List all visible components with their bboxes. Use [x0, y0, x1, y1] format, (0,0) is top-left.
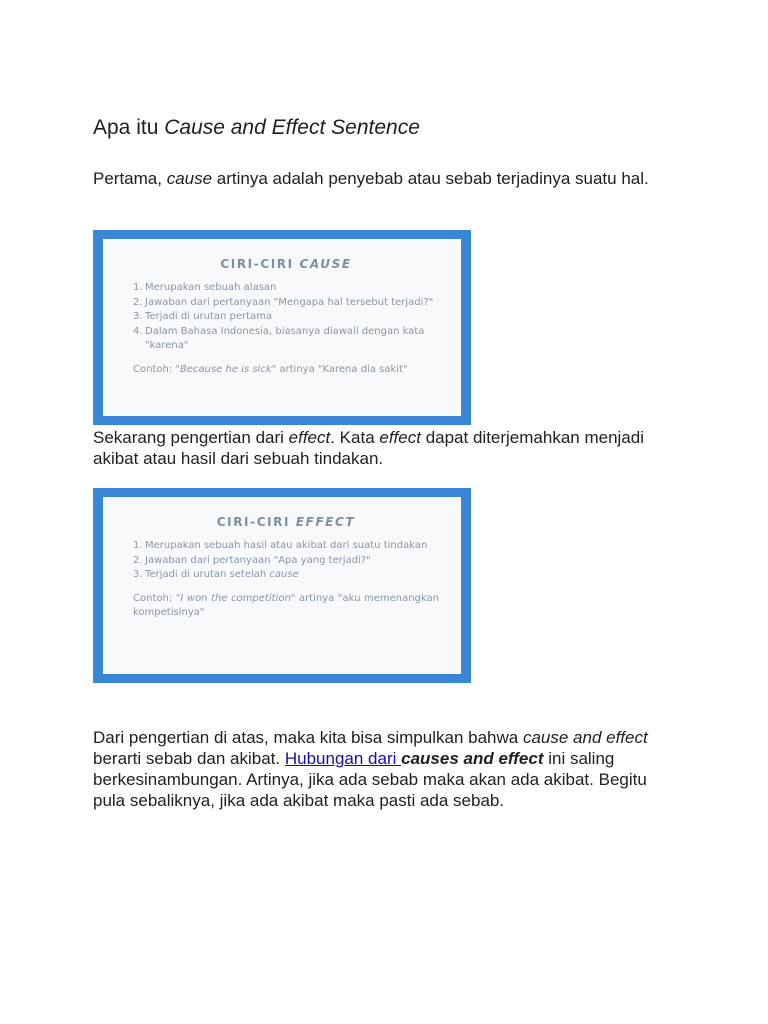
p2-text-1: Sekarang pengertian dari	[93, 428, 289, 447]
list-item-number: 2.	[133, 554, 143, 566]
effect-card-title-keyword: EFFECT	[295, 515, 356, 529]
cause-card-title-keyword: CAUSE	[299, 257, 352, 271]
cause-card-title	[133, 257, 439, 271]
title-italic: Cause and Effect Sentence	[164, 116, 420, 139]
list-item	[133, 539, 439, 554]
effect-card-title-plain: CIRI-CIRI	[216, 515, 296, 529]
list-item-number: 1.	[133, 540, 143, 551]
list-item-text: Dalam Bahasa Indonesia, biasanya diawali dengan kata "karena"	[145, 325, 425, 351]
page-title	[93, 115, 420, 141]
p3-italic-cause-effect: cause and effect	[522, 728, 648, 747]
p1-text-2: artinya adalah penyebab atau sebab terjadinya suatu hal.	[212, 169, 649, 188]
list-item-number: 3.	[133, 569, 143, 580]
hubungan-link[interactable]: Hubungan dari	[284, 749, 402, 768]
p2-italic-effect-1: effect	[288, 428, 331, 447]
paragraph-cause	[93, 168, 683, 189]
p3-text-3: ini saling berkesinambungan. Artinya, jika ada sebab maka akan ada akibat. Begitu pula sebaliknya, jika ada akibat maka pasti ada sebab.	[93, 749, 647, 810]
p2-italic-effect-2: effect	[379, 428, 421, 447]
list-item	[133, 296, 439, 311]
list-item-text: Jawaban dari pertanyaan "Mengapa hal tersebut terjadi?"	[145, 296, 434, 308]
p3-text-1: Dari pengertian di atas, maka kita bisa simpulkan bahwa	[93, 728, 523, 747]
effect-card-title	[133, 515, 439, 529]
p1-text-1: Pertama,	[93, 169, 167, 188]
list-item-text-plain: Terjadi di urutan setelah	[145, 569, 270, 580]
effect-card-body	[103, 497, 461, 674]
example-suffix: artinya "aku memenangkan kompetisinya"	[133, 592, 439, 618]
example-italic: "I won the competition"	[175, 592, 296, 604]
p3-bold-italic-causes: causes and effect	[401, 749, 544, 768]
cause-example	[133, 363, 439, 377]
list-item-text: Terjadi di urutan pertama	[145, 311, 273, 322]
list-item	[133, 310, 439, 325]
cause-characteristics-image	[93, 230, 471, 425]
list-item	[133, 325, 439, 354]
p2-text-3: dapat diterjemahkan menjadi akibat atau hasil dari sebuah tindakan.	[93, 428, 644, 468]
cause-card-title-plain: CIRI-CIRI	[220, 257, 300, 271]
paragraph-conclusion	[93, 727, 683, 811]
list-item	[133, 281, 439, 296]
effect-list	[133, 539, 439, 583]
example-italic: "Because he is sick"	[175, 363, 277, 375]
paragraph-effect	[93, 427, 683, 469]
list-item-number: 2.	[133, 296, 143, 308]
list-item	[133, 554, 439, 569]
list-item-number: 1.	[133, 282, 143, 293]
effect-characteristics-image	[93, 488, 471, 683]
list-item-number: 3.	[133, 311, 143, 322]
example-prefix: Contoh:	[133, 592, 176, 604]
list-item-text: Merupakan sebuah alasan	[145, 282, 277, 293]
list-item-text-italic: cause	[269, 569, 299, 580]
p2-text-2: . Kata	[330, 428, 380, 447]
example-suffix: artinya "Karena dia sakit"	[276, 363, 408, 375]
list-item-number: 4.	[133, 325, 143, 337]
effect-example	[133, 592, 439, 620]
title-plain: Apa itu	[93, 116, 165, 139]
list-item	[133, 568, 439, 583]
p1-italic-cause: cause	[166, 169, 213, 188]
example-prefix: Contoh:	[133, 363, 176, 375]
cause-card-body	[103, 239, 461, 416]
list-item-text: Merupakan sebuah hasil atau akibat dari suatu tindakan	[145, 540, 428, 551]
cause-list	[133, 281, 439, 354]
list-item-text	[145, 568, 299, 583]
p3-text-2: berarti sebab dan akibat.	[93, 749, 285, 768]
list-item-text: Jawaban dari pertanyaan "Apa yang terjadi?"	[145, 554, 371, 566]
